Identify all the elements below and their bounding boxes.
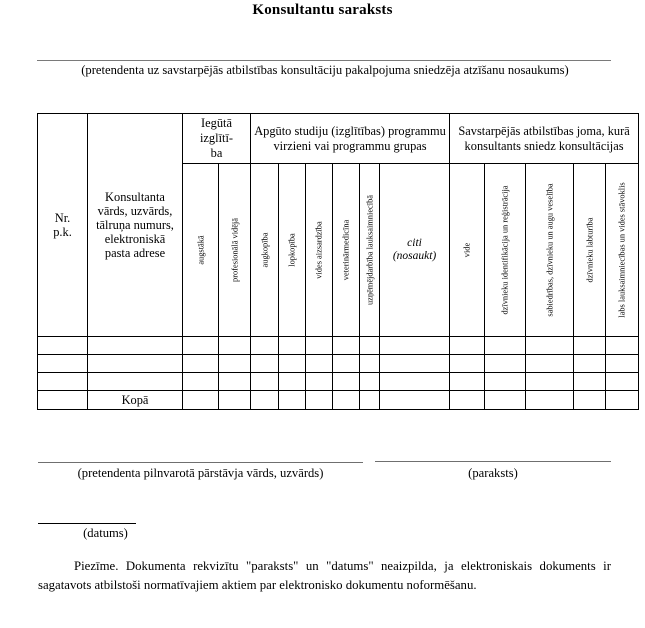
header-cell-consultant <box>88 114 183 337</box>
cell-labs-lauksaimniecibas-stavoklis[interactable] <box>606 373 639 391</box>
cell-citi[interactable] <box>380 337 450 355</box>
header-cell-dzivnieku-labturiba <box>574 164 606 337</box>
total-veterinarmedicina[interactable] <box>333 391 360 410</box>
cell-profesionala-videja[interactable] <box>219 373 251 391</box>
header-cell-citi <box>380 164 450 337</box>
header-cell-augstaka <box>183 164 219 337</box>
cell-nr[interactable] <box>38 373 88 391</box>
header-label-augstaka: augstākā <box>195 235 205 265</box>
table-row[interactable] <box>38 337 639 355</box>
group-education-line1: Iegūtā <box>201 116 232 130</box>
cell-sabiedribas-veseliba[interactable] <box>526 355 574 373</box>
representative-name-caption: (pretendenta pilnvarotā pārstāvja vārds, uzvārds) <box>77 466 324 480</box>
total-citi[interactable] <box>380 391 450 410</box>
cell-dzivnieku-labturiba[interactable] <box>574 355 606 373</box>
consultants-table <box>37 113 639 410</box>
header-cell-dzivnieku-identifikacija <box>485 164 526 337</box>
header-group-programs: Apgūto studiju (izglītības) programmu virzieni vai programmu grupas <box>251 114 450 164</box>
cell-augstaka[interactable] <box>183 355 219 373</box>
header-group-areas: Savstarpējās atbilstības joma, kurā konsultants sniedz konsultācijas <box>450 114 639 164</box>
total-vide[interactable] <box>450 391 485 410</box>
cell-labs-lauksaimniecibas-stavoklis[interactable] <box>606 355 639 373</box>
cell-vide[interactable] <box>450 337 485 355</box>
cell-consultant[interactable] <box>88 337 183 355</box>
signature-rule <box>375 461 611 462</box>
header-label-dzivnieku-identifikacija: dzīvnieku identifikācija un reģistrācija <box>500 185 510 315</box>
header-cell-vide <box>450 164 485 337</box>
cell-citi[interactable] <box>380 373 450 391</box>
header-consultant-label: Konsultanta vārds, uzvārds, tālruņa numurs, elektroniskā pasta adrese <box>96 190 174 260</box>
header-label-dzivnieku-labturiba: dzīvnieku labturība <box>584 217 594 283</box>
header-label-profesionala-videja: profesionālā vidējā <box>229 218 239 282</box>
cell-veterinarmedicina[interactable] <box>333 373 360 391</box>
header-nr-line1: Nr. <box>54 211 71 225</box>
cell-uznemejdarbiba[interactable] <box>360 355 380 373</box>
total-labs-lauksaimniecibas-stavoklis[interactable] <box>606 391 639 410</box>
header-label-lopkopiba: lopkopība <box>287 233 297 267</box>
header-label-veterinarmedicina: veterinārmedicīna <box>341 219 351 281</box>
cell-veterinarmedicina[interactable] <box>333 337 360 355</box>
page-title: Konsultantu saraksts <box>252 2 393 18</box>
cell-profesionala-videja[interactable] <box>219 355 251 373</box>
cell-vide[interactable] <box>450 355 485 373</box>
total-profesionala-videja[interactable] <box>219 391 251 410</box>
cell-dzivnieku-identifikacija[interactable] <box>485 355 526 373</box>
total-augstaka[interactable] <box>183 391 219 410</box>
cell-dzivnieku-identifikacija[interactable] <box>485 337 526 355</box>
cell-lopkopiba[interactable] <box>279 355 306 373</box>
header-label-vides-aizsardziba: vides aizsardzība <box>314 221 324 279</box>
table-group-header-row <box>38 114 639 164</box>
header-cell-uznemejdarbiba <box>360 164 380 337</box>
cell-uznemejdarbiba[interactable] <box>360 373 380 391</box>
cell-augstaka[interactable] <box>183 373 219 391</box>
applicant-name-rule <box>37 60 611 61</box>
cell-vides-aizsardziba[interactable] <box>306 355 333 373</box>
header-label-citi: citi <box>407 237 422 249</box>
header-cell-lopkopiba <box>279 164 306 337</box>
date-rule <box>38 523 136 524</box>
cell-vides-aizsardziba[interactable] <box>306 373 333 391</box>
note-paragraph: Piezīme. Dokumenta rekvizītu "paraksts" un "datums" neaizpilda, ja elektroniskais dokuments ir sagatavots atbilstoši normatīvajiem aktiem par elektronisko dokumentu noformēšanu. <box>38 559 611 592</box>
cell-veterinarmedicina[interactable] <box>333 355 360 373</box>
header-label-labs-lauksaimniecibas-stavoklis: labs lauksaimniecības un vides stāvoklis <box>617 182 627 318</box>
total-dzivnieku-identifikacija[interactable] <box>485 391 526 410</box>
cell-dzivnieku-labturiba[interactable] <box>574 373 606 391</box>
cell-vide[interactable] <box>450 373 485 391</box>
cell-nr-total <box>38 391 88 410</box>
total-label: Kopā <box>88 391 183 410</box>
header-cell-sabiedribas-veseliba <box>526 164 574 337</box>
header-cell-veterinarmedicina <box>333 164 360 337</box>
header-cell-augkopiba <box>251 164 279 337</box>
cell-nr[interactable] <box>38 355 88 373</box>
signature-caption: (paraksts) <box>468 466 518 480</box>
header-label-vide: vide <box>462 242 472 258</box>
cell-lopkopiba[interactable] <box>279 373 306 391</box>
header-label-citi-nosaukt: (nosaukt) <box>392 250 437 262</box>
header-cell-labs-lauksaimniecibas-stavoklis <box>606 164 639 337</box>
header-cell-profesionala-videja <box>219 164 251 337</box>
cell-augkopiba[interactable] <box>251 337 279 355</box>
header-nr-line2: p.k. <box>53 225 72 239</box>
group-education-line2: izglītī- <box>199 131 234 145</box>
header-cell-vides-aizsardziba <box>306 164 333 337</box>
date-caption: (datums) <box>83 526 128 540</box>
cell-augkopiba[interactable] <box>251 373 279 391</box>
header-group-education <box>183 114 251 164</box>
cell-lopkopiba[interactable] <box>279 337 306 355</box>
representative-name-rule <box>38 462 363 463</box>
total-vides-aizsardziba[interactable] <box>306 391 333 410</box>
cell-citi[interactable] <box>380 355 450 373</box>
total-lopkopiba[interactable] <box>279 391 306 410</box>
cell-sabiedribas-veseliba[interactable] <box>526 337 574 355</box>
cell-vides-aizsardziba[interactable] <box>306 337 333 355</box>
cell-augkopiba[interactable] <box>251 355 279 373</box>
cell-labs-lauksaimniecibas-stavoklis[interactable] <box>606 337 639 355</box>
cell-nr[interactable] <box>38 337 88 355</box>
table-row[interactable] <box>38 355 639 373</box>
total-uznemejdarbiba[interactable] <box>360 391 380 410</box>
total-augkopiba[interactable] <box>251 391 279 410</box>
cell-sabiedribas-veseliba[interactable] <box>526 373 574 391</box>
group-education-line3: ba <box>210 146 223 160</box>
cell-dzivnieku-labturiba[interactable] <box>574 337 606 355</box>
cell-consultant[interactable] <box>88 373 183 391</box>
cell-dzivnieku-identifikacija[interactable] <box>485 373 526 391</box>
cell-profesionala-videja[interactable] <box>219 337 251 355</box>
cell-uznemejdarbiba[interactable] <box>360 337 380 355</box>
table-total-row[interactable] <box>38 391 639 410</box>
total-dzivnieku-labturiba[interactable] <box>574 391 606 410</box>
header-cell-nr <box>38 114 88 337</box>
total-sabiedribas-veseliba[interactable] <box>526 391 574 410</box>
header-label-sabiedribas-veseliba: sabiedrības, dzīvnieku un augu veselība <box>544 183 554 317</box>
applicant-name-caption: (pretendenta uz savstarpējās atbilstības konsultāciju pakalpojuma sniedzēja atzīšanu nosaukums) <box>81 63 569 77</box>
table-row[interactable] <box>38 373 639 391</box>
header-label-uznemejdarbiba: uzņēmējdarbība lauksaimniecībā <box>364 195 374 305</box>
cell-augstaka[interactable] <box>183 337 219 355</box>
cell-consultant[interactable] <box>88 355 183 373</box>
header-label-augkopiba: augkopība <box>259 232 269 268</box>
